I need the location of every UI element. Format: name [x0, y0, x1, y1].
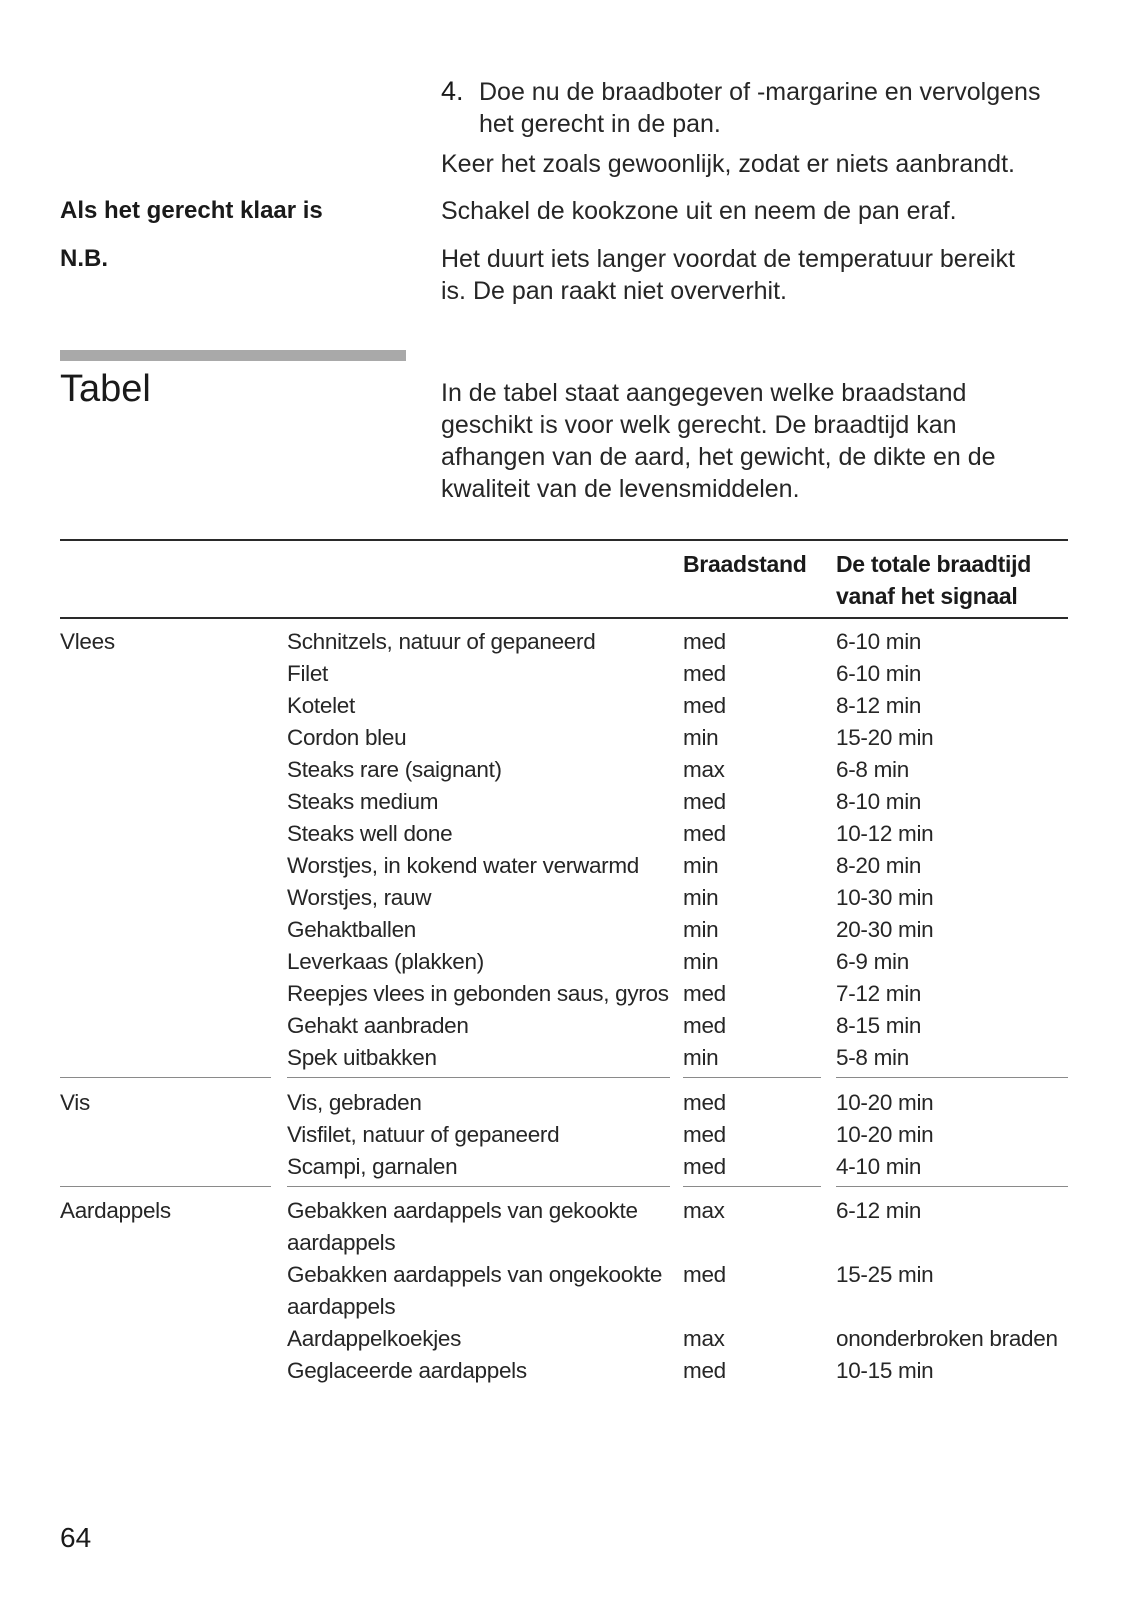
dish-cell: Spek uitbakken [287, 1045, 437, 1070]
section-divider-bar [60, 350, 406, 361]
group-separator [836, 1186, 1068, 1187]
time-cell: 10-20 min [836, 1122, 934, 1147]
time-cell: 6-8 min [836, 757, 909, 782]
setting-cell: min [683, 949, 719, 974]
time-cell: 6-12 min [836, 1198, 922, 1223]
setting-cell: med [683, 1122, 726, 1147]
time-cell: 15-25 min [836, 1262, 934, 1287]
category-label: Vlees [60, 629, 115, 654]
turn-text: Keer het zoals gewoonlijk, zodat er niets aanbrandt. [441, 150, 1015, 178]
time-cell: ononderbroken braden [836, 1326, 1058, 1351]
dish-cell: Reepjes vlees in gebonden saus, gyros [287, 981, 669, 1006]
table-header-rule [60, 617, 1068, 619]
time-cell: 5-8 min [836, 1045, 909, 1070]
group-separator [60, 1077, 271, 1078]
dish-cell: Steaks well done [287, 821, 453, 846]
time-cell: 10-15 min [836, 1358, 934, 1383]
setting-cell: max [683, 1326, 725, 1351]
time-cell: 10-30 min [836, 885, 934, 910]
setting-cell: min [683, 853, 719, 878]
dish-cell: Gebakken aardappels van gekookte [287, 1198, 638, 1223]
setting-cell: min [683, 1045, 719, 1070]
time-cell: 6-10 min [836, 661, 922, 686]
dish-cell: Worstjes, rauw [287, 885, 432, 910]
setting-cell: med [683, 789, 726, 814]
time-cell: 8-12 min [836, 693, 922, 718]
setting-cell: max [683, 1198, 725, 1223]
setting-cell: med [683, 661, 726, 686]
dish-cell: Kotelet [287, 693, 355, 718]
dish-cell: Visfilet, natuur of gepaneerd [287, 1122, 560, 1147]
dish-cell: Worstjes, in kokend water verwarmd [287, 853, 640, 878]
time-cell: 6-10 min [836, 629, 922, 654]
dish-cell: Filet [287, 661, 329, 686]
dish-cell: aardappels [287, 1230, 396, 1255]
time-cell: 4-10 min [836, 1154, 922, 1179]
dish-cell: Aardappelkoekjes [287, 1326, 462, 1351]
dish-cell: Steaks rare (saignant) [287, 757, 502, 782]
group-separator [683, 1186, 821, 1187]
dish-cell: Gehaktballen [287, 917, 416, 942]
time-cell: 10-12 min [836, 821, 934, 846]
done-text: Schakel de kookzone uit en neem de pan eraf. [441, 197, 957, 225]
dish-cell: Leverkaas (plakken) [287, 949, 484, 974]
dish-cell: Gehakt aanbraden [287, 1013, 469, 1038]
header-time-line2: vanaf het signaal [836, 583, 1018, 609]
dish-cell: aardappels [287, 1294, 396, 1319]
setting-cell: min [683, 885, 719, 910]
dish-cell: Geglaceerde aardappels [287, 1358, 527, 1383]
time-cell: 8-10 min [836, 789, 922, 814]
group-separator [60, 1186, 271, 1187]
group-separator [683, 1077, 821, 1078]
done-label: Als het gerecht klaar is [60, 197, 323, 224]
section-desc-line4: kwaliteit van de levensmiddelen. [441, 475, 800, 503]
note-line2: is. De pan raakt niet oververhit. [441, 277, 787, 305]
setting-cell: med [683, 629, 726, 654]
setting-cell: med [683, 1090, 726, 1115]
setting-cell: min [683, 725, 719, 750]
setting-cell: max [683, 757, 725, 782]
time-cell: 20-30 min [836, 917, 934, 942]
dish-cell: Schnitzels, natuur of gepaneerd [287, 629, 596, 654]
group-separator [836, 1077, 1068, 1078]
category-label: Aardappels [60, 1198, 171, 1223]
dish-cell: Steaks medium [287, 789, 439, 814]
section-title: Tabel [60, 368, 151, 410]
setting-cell: med [683, 821, 726, 846]
dish-cell: Cordon bleu [287, 725, 407, 750]
category-label: Vis [60, 1090, 90, 1115]
note-line1: Het duurt iets langer voordat de temperatuur bereikt [441, 245, 1015, 273]
time-cell: 7-12 min [836, 981, 922, 1006]
dish-cell: Vis, gebraden [287, 1090, 422, 1115]
time-cell: 6-9 min [836, 949, 909, 974]
step-text-line2: het gerecht in de pan. [479, 110, 721, 138]
time-cell: 10-20 min [836, 1090, 934, 1115]
time-cell: 8-20 min [836, 853, 922, 878]
section-desc-line1: In de tabel staat aangegeven welke braadstand [441, 379, 967, 407]
setting-cell: med [683, 693, 726, 718]
step-text-line1: Doe nu de braadboter of -margarine en vervolgens [479, 78, 1041, 106]
setting-cell: med [683, 1154, 726, 1179]
step-number: 4. [441, 76, 464, 106]
header-setting: Braadstand [683, 551, 807, 577]
note-label: N.B. [60, 245, 108, 272]
setting-cell: med [683, 1358, 726, 1383]
time-cell: 8-15 min [836, 1013, 922, 1038]
page-number: 64 [60, 1522, 92, 1553]
section-desc-line2: geschikt is voor welk gerecht. De braadtijd kan [441, 411, 957, 439]
group-separator [287, 1186, 670, 1187]
group-separator [287, 1077, 670, 1078]
setting-cell: med [683, 981, 726, 1006]
dish-cell: Scampi, garnalen [287, 1154, 458, 1179]
setting-cell: min [683, 917, 719, 942]
setting-cell: med [683, 1262, 726, 1287]
setting-cell: med [683, 1013, 726, 1038]
header-time-line1: De totale braadtijd [836, 551, 1031, 577]
section-desc-line3: afhangen van de aard, het gewicht, de dikte en de [441, 443, 996, 471]
dish-cell: Gebakken aardappels van ongekookte [287, 1262, 663, 1287]
time-cell: 15-20 min [836, 725, 934, 750]
table-top-rule [60, 539, 1068, 541]
